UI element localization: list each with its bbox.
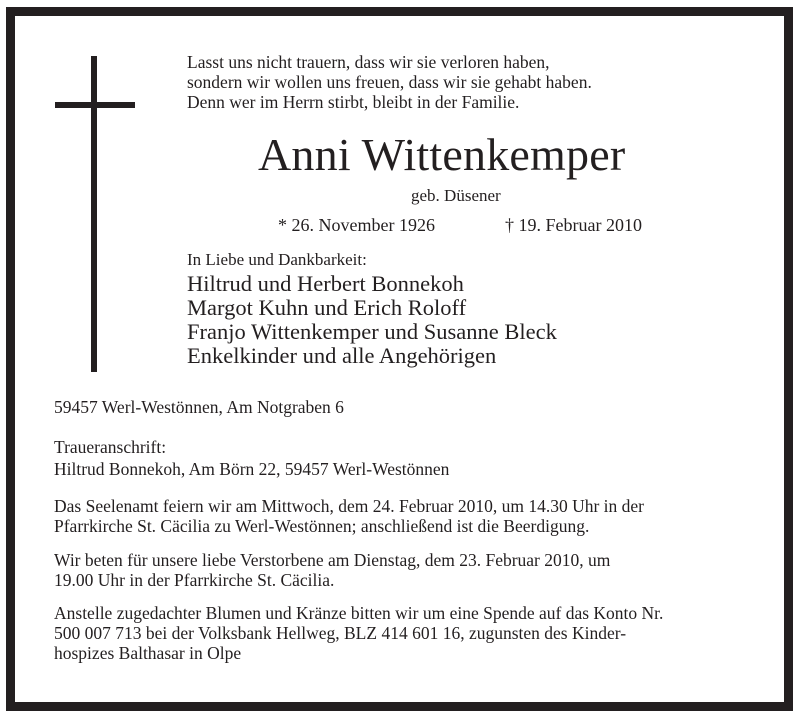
prayer-line: Wir beten für unsere liebe Verstorbene am Dienstag, dem 23. Februar 2010, um <box>54 550 611 570</box>
prayer-paragraph <box>54 550 724 590</box>
birth-date: * 26. November 1926 <box>278 215 435 235</box>
cross-icon-horizontal-bar <box>55 102 135 108</box>
mourning-address-label: Traueranschrift: <box>54 437 167 457</box>
motto-line: sondern wir wollen uns freuen, dass wir sie gehabt haben. <box>187 72 592 92</box>
home-address: 59457 Werl-Westönnen, Am Notgraben 6 <box>54 397 344 417</box>
motto-verse <box>187 52 592 112</box>
donation-line: 500 007 713 bei der Volksbank Hellweg, BLZ 414 601 16, zugunsten des Kinder- <box>54 623 627 643</box>
donation-paragraph <box>54 603 724 663</box>
requiem-line: Das Seelenamt feiern wir am Mittwoch, dem 24. Februar 2010, um 14.30 Uhr in der <box>54 496 645 516</box>
mourner-entry: Franjo Wittenkemper und Susanne Bleck <box>187 319 557 344</box>
motto-line: Denn wer im Herrn stirbt, bleibt in der Familie. <box>187 92 520 112</box>
deceased-name: Anni Wittenkemper <box>258 129 626 180</box>
requiem-line: Pfarrkirche St. Cäcilia zu Werl-Westönnen; anschließend ist die Beerdigung. <box>54 516 590 536</box>
motto-line: Lasst uns nicht trauern, dass wir sie verloren haben, <box>187 52 550 72</box>
mourners-intro: In Liebe und Dankbarkeit: <box>187 250 367 269</box>
mourners-list <box>187 272 557 368</box>
donation-line: Anstelle zugedachter Blumen und Kränze bitten wir um eine Spende auf das Konto Nr. <box>54 603 664 623</box>
mourner-entry: Enkelkinder und alle Angehörigen <box>187 343 497 368</box>
donation-line: hospizes Balthasar in Olpe <box>54 643 242 663</box>
mourning-address-value: Hiltrud Bonnekoh, Am Börn 22, 59457 Werl-Westönnen <box>54 459 450 479</box>
maiden-name: geb. Düsener <box>411 186 501 205</box>
requiem-paragraph <box>54 496 724 536</box>
mourner-entry: Margot Kuhn und Erich Roloff <box>187 295 467 320</box>
death-date: † 19. Februar 2010 <box>505 215 642 235</box>
prayer-line: 19.00 Uhr in der Pfarrkirche St. Cäcilia. <box>54 570 335 590</box>
mourner-entry: Hiltrud und Herbert Bonnekoh <box>187 271 464 296</box>
